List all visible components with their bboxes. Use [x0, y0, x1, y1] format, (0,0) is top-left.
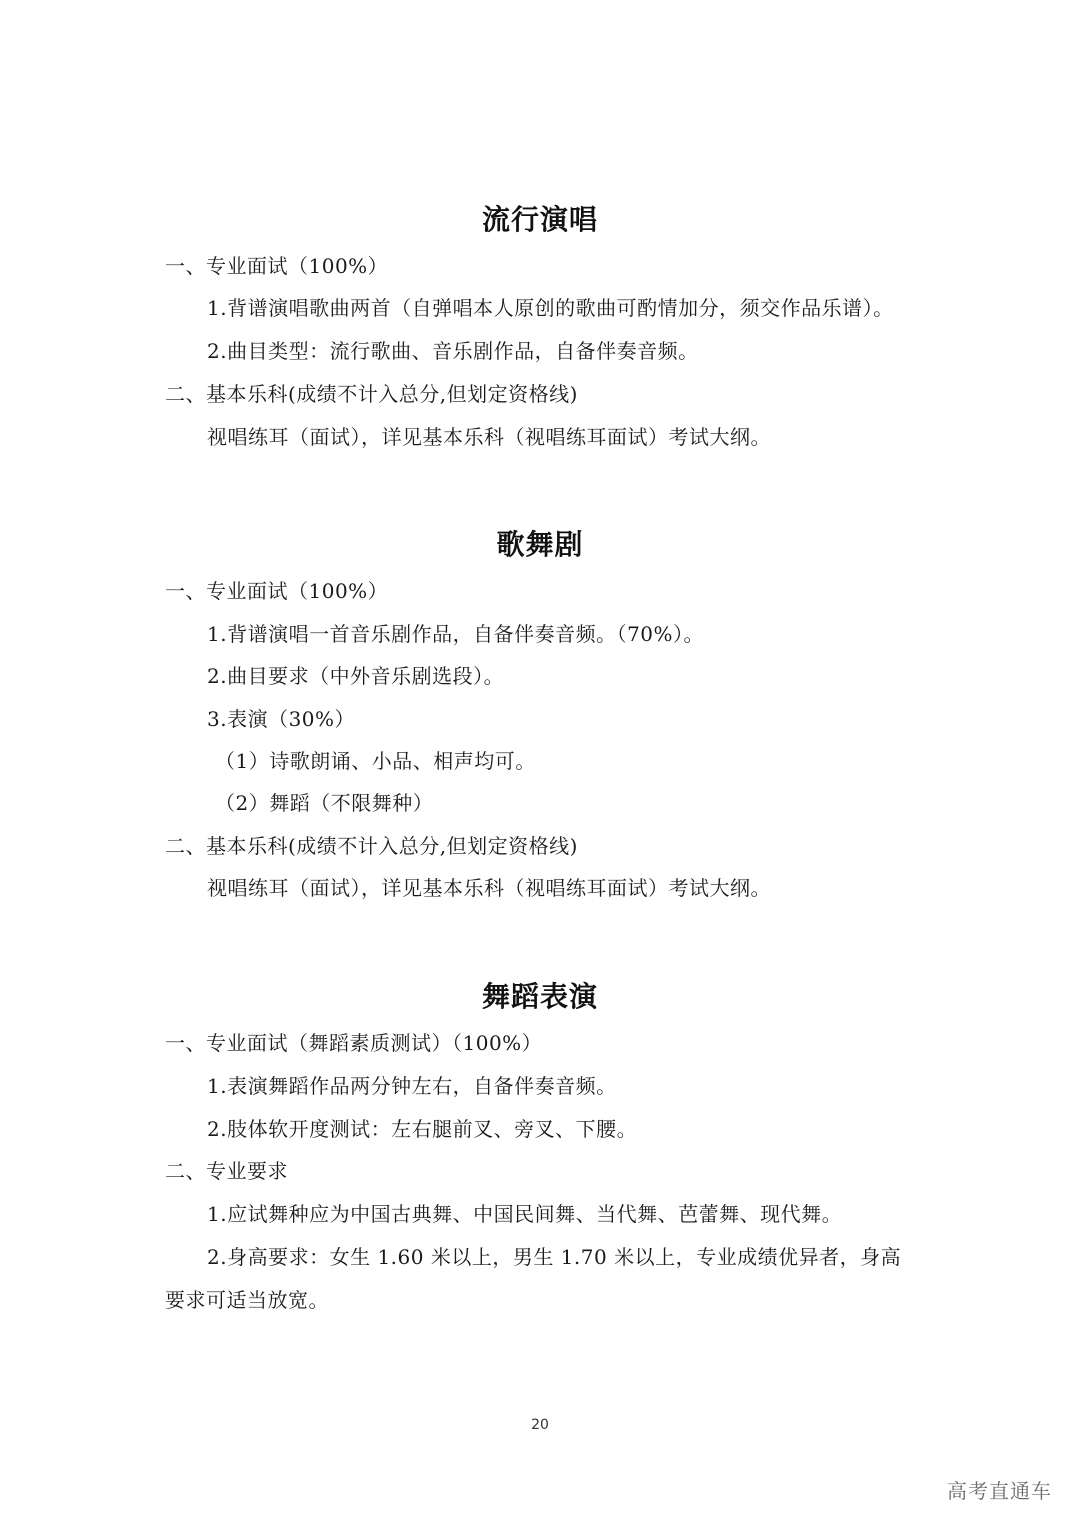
item-text: 2.曲目要求（中外音乐剧选段）。	[207, 664, 505, 688]
watermark: 高考直通车	[947, 1479, 1052, 1503]
heading-professional-interview: 一、专业面试（舞蹈素质测试）（100%）	[165, 1031, 543, 1055]
item-text: 2.曲目类型：流行歌曲、音乐剧作品，自备伴奏音频。	[207, 339, 699, 363]
section-title-dance-performance: 舞蹈表演	[481, 980, 598, 1013]
item-text: 1.背谱演唱一首音乐剧作品，自备伴奏音频。（70%）。	[207, 622, 705, 646]
item-text: 1.表演舞蹈作品两分钟左右，自备伴奏音频。	[207, 1074, 617, 1098]
item-text: 视唱练耳（面试），详见基本乐科（视唱练耳面试）考试大纲。	[207, 425, 771, 449]
sub-item-text: （2）舞蹈（不限舞种）	[215, 791, 434, 815]
item-text: 1.背谱演唱歌曲两首（自弹唱本人原创的歌曲可酌情加分，须交作品乐谱）。	[207, 296, 894, 320]
heading-professional-interview: 一、专业面试（100%）	[165, 579, 389, 603]
heading-basic-music: 二、基本乐科(成绩不计入总分,但划定资格线)	[165, 382, 578, 406]
sub-item-text: （1）诗歌朗诵、小品、相声均可。	[215, 749, 536, 773]
section-title-musical-theatre: 歌舞剧	[496, 528, 584, 561]
item-text: 视唱练耳（面试），详见基本乐科（视唱练耳面试）考试大纲。	[207, 876, 771, 900]
item-text: 1.应试舞种应为中国古典舞、中国民间舞、当代舞、芭蕾舞、现代舞。	[207, 1202, 843, 1226]
heading-professional-interview: 一、专业面试（100%）	[165, 254, 389, 278]
item-text: 2.身高要求：女生 1.60 米以上，男生 1.70 米以上，专业成绩优异者，身高	[207, 1245, 902, 1269]
heading-basic-music: 二、基本乐科(成绩不计入总分,但划定资格线)	[165, 834, 578, 858]
page-number: 20	[531, 1417, 549, 1433]
item-text: 3.表演（30%）	[207, 707, 356, 731]
item-text-continued: 要求可适当放宽。	[165, 1288, 329, 1312]
section-title-pop-singing: 流行演唱	[481, 203, 598, 236]
heading-professional-requirements: 二、专业要求	[165, 1159, 288, 1183]
item-text: 2.肢体软开度测试：左右腿前叉、旁叉、下腰。	[207, 1117, 638, 1141]
